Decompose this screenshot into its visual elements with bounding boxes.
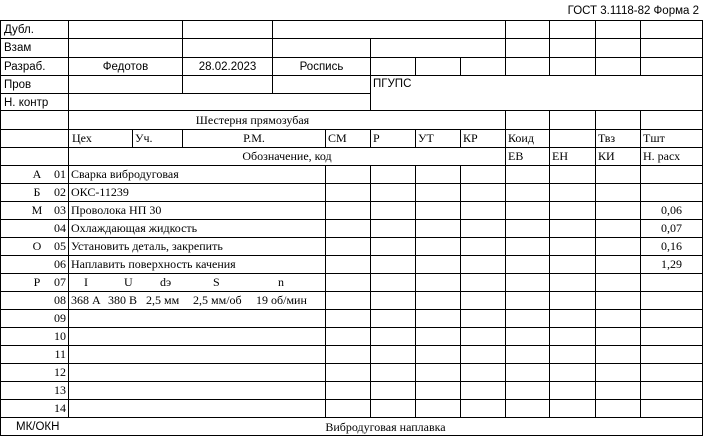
row-number: 11 [54, 347, 66, 361]
grid-line [0, 273, 703, 274]
gost-label: ГОСТ 3.1118-82 Форма 2 [567, 5, 699, 17]
grid-line [0, 75, 703, 76]
col-header-en: ЕН [552, 149, 568, 163]
grid-line [0, 417, 703, 418]
grid-line [0, 255, 703, 256]
grid-line [0, 327, 703, 328]
row-value: 0,06 [661, 203, 682, 217]
col-header-ceh: Цех [72, 131, 92, 145]
grid-line [0, 237, 703, 238]
document-title: Вибродуговая наплавка [325, 420, 446, 434]
grid-line [0, 110, 703, 111]
row-number: 13 [54, 383, 66, 397]
grid-line [415, 165, 416, 417]
param-value-s: 2,5 мм/об [193, 293, 242, 307]
row-number: 04 [54, 221, 66, 235]
grid-line [182, 20, 183, 93]
organization: ПГУПС [373, 78, 412, 90]
param-value-u: 380 В [108, 293, 138, 307]
grid-line [68, 20, 69, 417]
row-text: Сварка вибродуговая [71, 167, 179, 181]
col-header-tsht: Тшт [643, 131, 665, 145]
grid-line [0, 219, 703, 220]
grid-line [0, 20, 703, 21]
row-letter: О [32, 239, 42, 253]
grid-line [549, 110, 550, 147]
grid-line [0, 183, 703, 184]
param-label-s: S [213, 275, 220, 289]
grid-line [640, 20, 641, 75]
row-number: 06 [54, 257, 66, 271]
author-signature: Роспись [299, 61, 344, 73]
col-header-ki: КИ [598, 149, 615, 163]
grid-line [460, 129, 461, 147]
grid-line [0, 38, 703, 39]
row-letter: М [31, 203, 43, 217]
col-header-ev: ЕВ [508, 149, 524, 163]
param-label-n: n [278, 275, 284, 289]
grid-line [595, 147, 596, 417]
row-text: ОКС-11239 [71, 185, 129, 199]
author-date: 28.02.2023 [198, 61, 257, 73]
row-number: 07 [54, 275, 66, 289]
col-header-rm: Р.М. [243, 131, 265, 145]
grid-line [370, 165, 371, 417]
grid-line [0, 381, 703, 382]
razrab-label: Разраб. [4, 61, 46, 73]
grid-line [595, 20, 596, 75]
row-number: 02 [54, 185, 66, 199]
grid-line [505, 110, 506, 147]
param-label-u: U [124, 275, 133, 289]
row-number: 05 [54, 239, 66, 253]
grid-line [0, 93, 370, 94]
param-value-i: 368 А [71, 293, 101, 307]
author-name: Федотов [102, 61, 149, 73]
row-number: 10 [54, 329, 66, 343]
grid-line [0, 129, 703, 130]
grid-line [0, 435, 703, 436]
grid-line [370, 38, 371, 110]
row-text: Охлаждающая жидкость [71, 221, 198, 235]
param-value-n: 19 об/мин [256, 293, 307, 307]
grid-line [595, 110, 596, 147]
row-number: 09 [54, 311, 66, 325]
grid-line [505, 20, 506, 75]
grid-line [0, 165, 703, 166]
col-header-tvz: Твз [598, 131, 616, 145]
grid-line [415, 129, 416, 147]
grid-line [0, 345, 703, 346]
row-value: 0,16 [661, 239, 682, 253]
row-letter: Р [33, 275, 41, 289]
grid-line [0, 57, 703, 58]
grid-line [370, 129, 371, 147]
dubl-label: Дубл. [4, 24, 34, 36]
grid-line [549, 20, 550, 75]
row-number: 14 [54, 401, 66, 415]
grid-line [0, 309, 703, 310]
row-number: 03 [54, 203, 66, 217]
grid-line [640, 147, 641, 417]
prov-label: Пров [4, 79, 32, 91]
param-label-de: dэ [160, 275, 172, 289]
row-value: 0,07 [661, 221, 682, 235]
grid-line [0, 399, 703, 400]
row-number: 01 [54, 167, 66, 181]
col-header-koid: Коид [508, 131, 534, 145]
grid-line [460, 165, 461, 417]
col-header-sm: СМ [328, 131, 347, 145]
grid-line [325, 129, 326, 147]
grid-line [0, 147, 703, 148]
row-letter: А [32, 167, 42, 181]
grid-line [0, 363, 703, 364]
grid-line [549, 147, 550, 417]
grid-line [0, 291, 703, 292]
col-header-ut: УТ [418, 131, 434, 145]
row-text: Проволока НП 30 [71, 203, 162, 217]
document-code: МК/ОКН [16, 421, 60, 433]
col-header-nrash: Н. расх [643, 149, 681, 163]
grid-line [505, 147, 506, 417]
grid-line [0, 201, 703, 202]
grid-line [415, 57, 416, 75]
row-number: 12 [54, 365, 66, 379]
row-text: Установить деталь, закрепить [71, 239, 223, 253]
param-label-i: I [84, 275, 88, 289]
row-text: Наплавить поверхность качения [71, 257, 236, 271]
col-header-r: Р [373, 131, 380, 145]
col-header-kr: КР [463, 131, 478, 145]
row-value: 1,29 [661, 257, 682, 271]
row-number: 08 [54, 293, 66, 307]
vzam-label: Взам [4, 42, 32, 54]
row-letter: Б [33, 185, 41, 199]
grid-line [132, 129, 133, 147]
grid-line [272, 20, 273, 93]
grid-line [0, 20, 1, 436]
grid-line [640, 110, 641, 147]
designation-header: Обозначение, код [242, 149, 332, 163]
grid-line [460, 57, 461, 75]
part-name: Шестерня прямозубая [195, 113, 310, 127]
n-kontr-label: Н. контр [4, 97, 49, 109]
param-value-de: 2,5 мм [146, 293, 180, 307]
col-header-uch: Уч. [135, 131, 153, 145]
grid-line [325, 165, 326, 417]
